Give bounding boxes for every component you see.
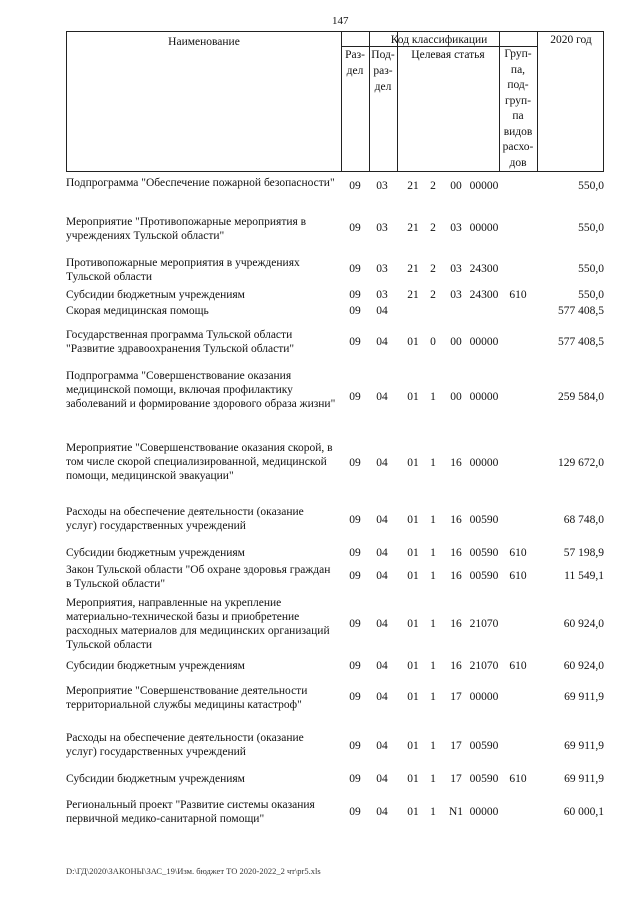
row-amount: 550,0 [578, 222, 604, 234]
row-amount: 129 672,0 [558, 457, 604, 469]
row-subsection: 04 [376, 691, 388, 703]
row-name: Субсидии бюджетным учреждениям [66, 289, 245, 301]
row-direction: 00000 [469, 336, 499, 348]
row-subsection: 04 [376, 740, 388, 752]
row-amount: 577 408,5 [558, 336, 604, 348]
row-event: 16 [450, 618, 462, 630]
row-program: 01 [407, 514, 419, 526]
row-expense-type: 610 [509, 660, 527, 672]
row-subprogram: 1 [430, 457, 436, 469]
row-event: 16 [450, 660, 462, 672]
row-program: 01 [407, 336, 419, 348]
header-classification: Код классификации [390, 34, 488, 46]
row-section: 09 [349, 806, 361, 818]
row-name: Подпрограмма "Совершенствование оказания медицинской помощи, включая профилактику заболеваний и формирование здорового образа жизни" [66, 370, 336, 410]
row-section: 09 [349, 740, 361, 752]
row-direction: 24300 [469, 263, 499, 275]
row-subprogram: 2 [430, 289, 436, 301]
row-amount: 550,0 [578, 180, 604, 192]
row-amount: 60 000,1 [563, 806, 604, 818]
row-subsection: 04 [376, 773, 388, 785]
row-direction: 00000 [469, 806, 499, 818]
row-section: 09 [349, 547, 361, 559]
row-subsection: 03 [376, 180, 388, 192]
row-direction: 00590 [469, 570, 499, 582]
row-direction: 00000 [469, 691, 499, 703]
row-subprogram: 1 [430, 514, 436, 526]
row-event: 16 [450, 457, 462, 469]
row-name: Расходы на обеспечение деятельности (оказание услуг) государственных учреждений [66, 732, 304, 758]
row-subprogram: 1 [430, 570, 436, 582]
row-name: Мероприятие "Противопожарные мероприятия в учреждениях Тульской области" [66, 216, 307, 242]
row-subprogram: 1 [430, 740, 436, 752]
row-program: 01 [407, 618, 419, 630]
row-name: Региональный проект "Развитие системы оказания первичной медико-санитарной помощи" [66, 799, 315, 825]
row-subsection: 04 [376, 391, 388, 403]
row-section: 09 [349, 391, 361, 403]
row-amount: 57 198,9 [563, 547, 604, 559]
row-name: Государственная программа Тульской области "Развитие здравоохранения Тульской области" [66, 329, 295, 355]
row-name: Расходы на обеспечение деятельности (оказание услуг) государственных учреждений [66, 506, 304, 532]
row-direction: 00000 [469, 391, 499, 403]
row-section: 09 [349, 570, 361, 582]
row-section: 09 [349, 457, 361, 469]
row-direction: 00000 [469, 457, 499, 469]
row-expense-type: 610 [509, 570, 527, 582]
row-amount: 69 911,9 [564, 773, 604, 785]
row-name: Закон Тульской области "Об охране здоровья граждан в Тульской области" [66, 564, 331, 590]
row-name: Подпрограмма "Обеспечение пожарной безопасности" [66, 177, 335, 189]
row-program: 01 [407, 570, 419, 582]
row-expense-type: 610 [509, 773, 527, 785]
header-section: Раз- дел [345, 49, 365, 77]
row-amount: 60 924,0 [563, 660, 604, 672]
row-name: Мероприятия, направленные на укрепление материально-технической базы и приобретение расходных материалов для медицинских организаций Тульской области [66, 597, 330, 651]
row-direction: 00590 [469, 547, 499, 559]
row-event: N1 [448, 806, 464, 818]
row-section: 09 [349, 773, 361, 785]
row-event: 17 [450, 691, 462, 703]
header-subsection: Под- раз- дел [371, 49, 395, 93]
row-subsection: 04 [376, 336, 388, 348]
header-target: Целевая статья [411, 49, 485, 61]
row-subprogram: 1 [430, 806, 436, 818]
row-amount: 577 408,5 [558, 305, 604, 317]
row-subsection: 04 [376, 514, 388, 526]
row-event: 00 [450, 391, 462, 403]
row-event: 16 [450, 514, 462, 526]
row-subsection: 04 [376, 547, 388, 559]
row-event: 17 [450, 773, 462, 785]
header-year: 2020 год [550, 34, 592, 46]
row-program: 21 [407, 263, 419, 275]
row-program: 01 [407, 547, 419, 559]
row-subprogram: 2 [430, 263, 436, 275]
row-section: 09 [349, 336, 361, 348]
row-direction: 00590 [469, 740, 499, 752]
row-direction: 24300 [469, 289, 499, 301]
row-amount: 11 549,1 [564, 570, 604, 582]
row-amount: 68 748,0 [563, 514, 604, 526]
row-subprogram: 1 [430, 660, 436, 672]
row-program: 01 [407, 391, 419, 403]
row-amount: 550,0 [578, 263, 604, 275]
row-subsection: 03 [376, 289, 388, 301]
row-amount: 60 924,0 [563, 618, 604, 630]
row-subsection: 04 [376, 618, 388, 630]
row-subprogram: 2 [430, 180, 436, 192]
row-subprogram: 0 [430, 336, 436, 348]
row-subprogram: 1 [430, 547, 436, 559]
header-divider [537, 32, 538, 171]
row-section: 09 [349, 222, 361, 234]
row-program: 01 [407, 740, 419, 752]
row-subsection: 04 [376, 457, 388, 469]
row-amount: 259 584,0 [558, 391, 604, 403]
row-program: 01 [407, 457, 419, 469]
row-subprogram: 1 [430, 391, 436, 403]
row-program: 01 [407, 773, 419, 785]
row-program: 21 [407, 180, 419, 192]
row-subsection: 04 [376, 305, 388, 317]
row-direction: 00000 [469, 180, 499, 192]
row-section: 09 [349, 618, 361, 630]
row-name: Противопожарные мероприятия в учреждениях Тульской области [66, 257, 300, 283]
row-subsection: 04 [376, 570, 388, 582]
row-amount: 550,0 [578, 289, 604, 301]
header-group: Груп- па, под- груп- па видов расхо- дов [502, 48, 534, 169]
row-event: 00 [450, 180, 462, 192]
row-amount: 69 911,9 [564, 691, 604, 703]
row-section: 09 [349, 691, 361, 703]
row-program: 01 [407, 691, 419, 703]
header-name: Наименование [168, 36, 240, 48]
row-event: 16 [450, 570, 462, 582]
row-section: 09 [349, 180, 361, 192]
row-subprogram: 1 [430, 773, 436, 785]
row-subprogram: 1 [430, 691, 436, 703]
row-name: Субсидии бюджетным учреждениям [66, 773, 245, 785]
row-direction: 00590 [469, 773, 499, 785]
row-section: 09 [349, 305, 361, 317]
row-amount: 69 911,9 [564, 740, 604, 752]
row-event: 03 [450, 289, 462, 301]
row-section: 09 [349, 660, 361, 672]
row-subsection: 03 [376, 263, 388, 275]
row-program: 21 [407, 289, 419, 301]
row-direction: 21070 [469, 618, 499, 630]
row-name: Субсидии бюджетным учреждениям [66, 547, 245, 559]
page-number: 147 [332, 15, 349, 27]
row-program: 01 [407, 660, 419, 672]
row-subsection: 04 [376, 806, 388, 818]
row-direction: 00000 [469, 222, 499, 234]
row-direction: 21070 [469, 660, 499, 672]
row-section: 09 [349, 289, 361, 301]
row-event: 17 [450, 740, 462, 752]
row-name: Субсидии бюджетным учреждениям [66, 660, 245, 672]
row-event: 16 [450, 547, 462, 559]
row-event: 03 [450, 263, 462, 275]
row-event: 00 [450, 336, 462, 348]
file-path: D:\ГД\2020\ЗАКОНЫ\ЗАС_19\Изм. бюджет ТО 2020-2022_2 чт\pr5.xls [66, 866, 321, 876]
row-expense-type: 610 [509, 547, 527, 559]
row-program: 21 [407, 222, 419, 234]
row-section: 09 [349, 514, 361, 526]
row-subprogram: 1 [430, 618, 436, 630]
row-name: Мероприятие "Совершенствование оказания скорой, в том числе скорой специализированной, медицинской помощи, медицинской эвакуации" [66, 442, 333, 482]
row-event: 03 [450, 222, 462, 234]
row-subprogram: 2 [430, 222, 436, 234]
table-header [66, 31, 604, 172]
row-subsection: 04 [376, 660, 388, 672]
row-section: 09 [349, 263, 361, 275]
row-program: 01 [407, 806, 419, 818]
row-subsection: 03 [376, 222, 388, 234]
row-name: Скорая медицинская помощь [66, 305, 209, 317]
row-expense-type: 610 [509, 289, 527, 301]
row-name: Мероприятие "Совершенствование деятельности территориальной службы медицины катастроф" [66, 685, 308, 711]
row-direction: 00590 [469, 514, 499, 526]
